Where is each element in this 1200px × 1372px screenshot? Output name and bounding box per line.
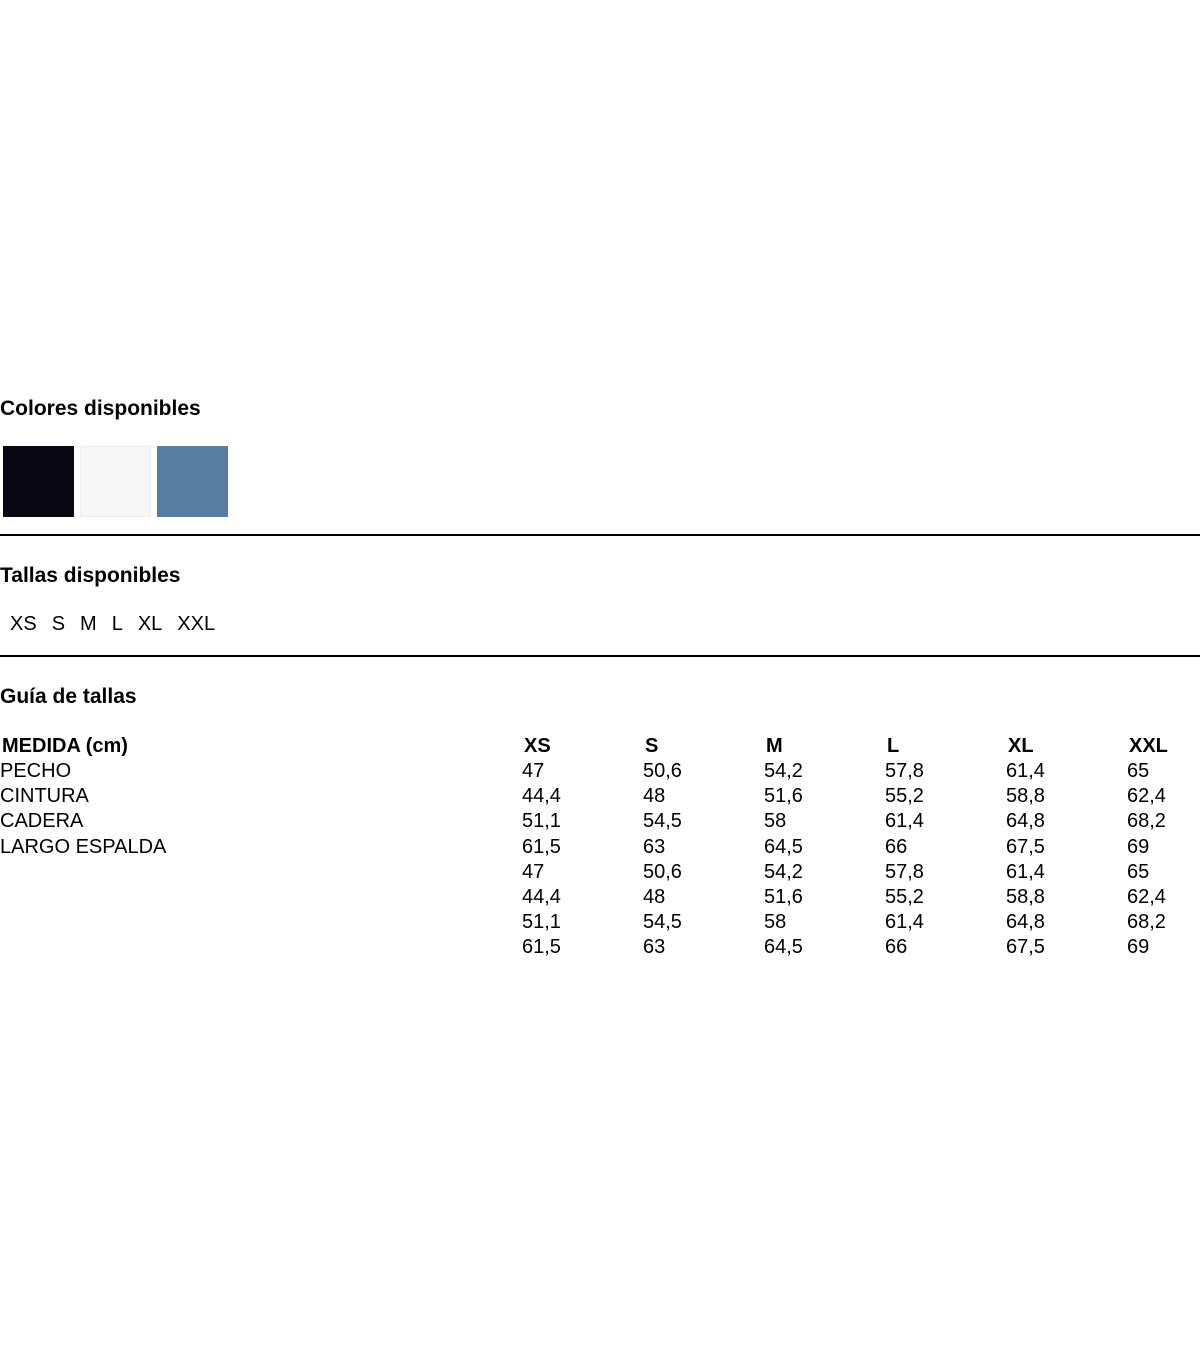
- table-row: [0, 860, 1200, 885]
- measure-value: 54,2: [764, 760, 803, 782]
- size-option-m[interactable]: M: [80, 613, 97, 635]
- column-header: XS: [524, 735, 551, 757]
- measure-value: 61,4: [885, 810, 924, 833]
- measure-value: 61,5: [522, 936, 561, 959]
- table-row: [0, 910, 1200, 935]
- measure-value: 54,5: [643, 911, 682, 934]
- measure-value: 67,5: [1006, 936, 1045, 959]
- color-swatches: [3, 446, 228, 517]
- measure-value: 65: [1127, 860, 1150, 883]
- measure-label: LARGO ESPALDA: [0, 835, 167, 858]
- size-list: [10, 613, 230, 636]
- size-option-xs[interactable]: XS: [10, 613, 37, 635]
- measure-value: 68,2: [1127, 810, 1166, 833]
- measure-value: 50,6: [643, 860, 682, 883]
- size-option-s[interactable]: S: [51, 613, 66, 635]
- table-row: [0, 885, 1200, 910]
- measure-value: 51,6: [764, 885, 803, 908]
- table-row: [0, 935, 1200, 960]
- measure-value: 69: [1127, 835, 1150, 858]
- measure-value: 44,4: [522, 885, 561, 908]
- measure-label: PECHO: [0, 760, 72, 782]
- measure-value: 48: [643, 885, 666, 908]
- measure-value: 57,8: [885, 860, 924, 883]
- measure-value: 66: [885, 936, 908, 959]
- measure-value: 68,2: [1127, 911, 1166, 934]
- measure-value: 61,5: [522, 835, 561, 858]
- measure-value: 63: [643, 936, 666, 959]
- measure-value: 64,8: [1006, 911, 1045, 934]
- measure-value: 57,8: [885, 760, 924, 782]
- measure-value: 55,2: [885, 785, 924, 808]
- size-option-xxl[interactable]: XXL: [177, 613, 216, 635]
- measure-value: 58,8: [1006, 785, 1045, 808]
- table-row: [0, 784, 1200, 809]
- column-header: XXL: [1129, 735, 1168, 757]
- table-row: [0, 759, 1200, 784]
- measure-value: 64,8: [1006, 810, 1045, 833]
- size-guide-title: Guía de tallas: [0, 685, 137, 708]
- measure-value: 67,5: [1006, 835, 1045, 858]
- measure-value: 61,4: [1006, 860, 1045, 883]
- column-header: XL: [1008, 735, 1034, 757]
- color-swatch-black[interactable]: [3, 446, 74, 517]
- measure-value: 47: [522, 760, 545, 782]
- measure-value: 51,6: [764, 785, 803, 808]
- color-swatch-white[interactable]: [80, 446, 151, 517]
- measure-value: 61,4: [885, 911, 924, 934]
- measure-value: 50,6: [643, 760, 682, 782]
- column-header: MEDIDA (cm): [2, 735, 128, 757]
- colors-title: Colores disponibles: [0, 397, 201, 420]
- measure-value: 44,4: [522, 785, 561, 808]
- measure-value: 55,2: [885, 885, 924, 908]
- measure-value: 51,1: [522, 810, 561, 833]
- measure-value: 64,5: [764, 936, 803, 959]
- measure-value: 58: [764, 810, 787, 833]
- measure-value: 54,2: [764, 860, 803, 883]
- measure-label: CADERA: [0, 810, 84, 833]
- measure-value: 62,4: [1127, 885, 1166, 908]
- measure-value: 66: [885, 835, 908, 858]
- measure-value: 62,4: [1127, 785, 1166, 808]
- size-option-l[interactable]: L: [111, 613, 123, 635]
- color-swatch-blue[interactable]: [157, 446, 228, 517]
- divider: [0, 534, 1200, 536]
- table-body: [0, 759, 1200, 961]
- column-header: S: [645, 735, 659, 757]
- measure-value: 47: [522, 860, 545, 883]
- table-row: [0, 835, 1200, 860]
- measure-value: 48: [643, 785, 666, 808]
- measure-value: 64,5: [764, 835, 803, 858]
- divider: [0, 655, 1200, 657]
- measure-value: 69: [1127, 936, 1150, 959]
- measure-value: 61,4: [1006, 760, 1045, 782]
- measure-value: 63: [643, 835, 666, 858]
- sizes-title: Tallas disponibles: [0, 564, 181, 587]
- table-row: [0, 809, 1200, 834]
- measure-value: 58: [764, 911, 787, 934]
- measure-value: 54,5: [643, 810, 682, 833]
- measure-value: 58,8: [1006, 885, 1045, 908]
- measure-label: CINTURA: [0, 785, 89, 808]
- column-header: L: [887, 735, 900, 757]
- measure-value: 65: [1127, 760, 1150, 782]
- measure-value: 51,1: [522, 911, 561, 934]
- size-option-xl[interactable]: XL: [137, 613, 163, 635]
- table-header-row: [0, 733, 1200, 759]
- size-guide-table: [0, 733, 1200, 961]
- column-header: M: [766, 735, 783, 757]
